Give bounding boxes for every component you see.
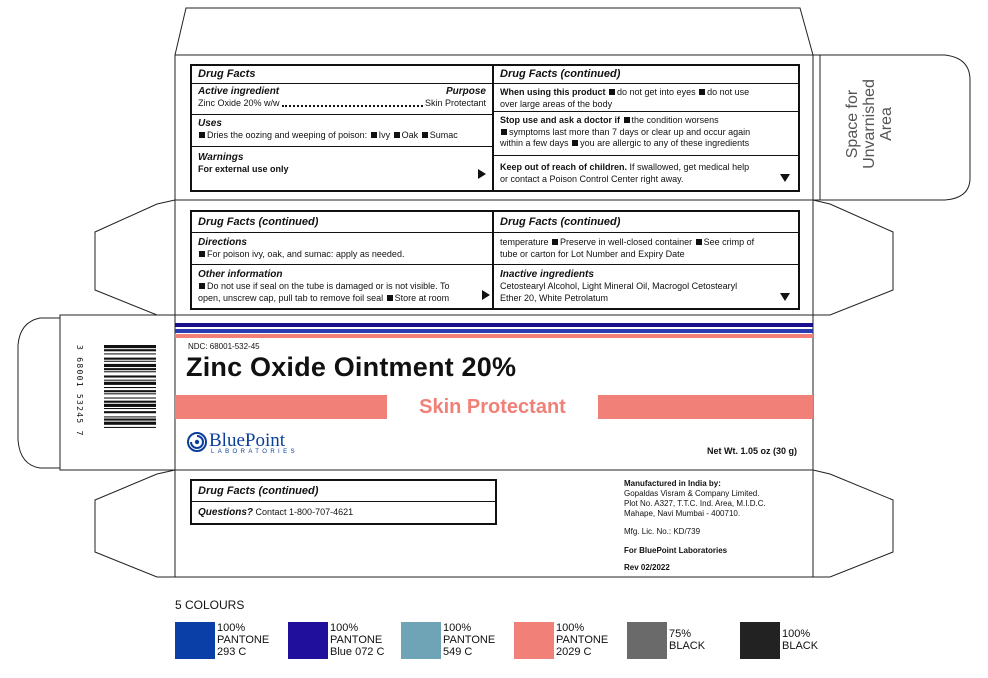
colours-heading: 5 COLOURS xyxy=(175,598,245,612)
other-info-text-2: open, unscrew cap, pull tab to remove foil seal xyxy=(198,292,384,303)
colour-swatch-1 xyxy=(288,622,328,659)
other-info-section xyxy=(192,267,492,306)
product-name: Zinc Oxide Ointment 20% xyxy=(186,352,517,382)
colour-label-1-line3: Blue 072 C xyxy=(330,646,385,658)
purpose-value: Skin Protectant xyxy=(424,98,486,108)
colour-label-0-line2: PANTONE xyxy=(217,634,270,646)
use-item-oak: Oak xyxy=(401,130,419,140)
warnings-label: Warnings xyxy=(198,152,244,163)
brand-name: BluePoint xyxy=(209,430,286,451)
barcode-digits: 3 68001 53245 7 xyxy=(75,345,84,437)
when-using-section xyxy=(494,85,798,112)
barcode-bar xyxy=(104,382,156,385)
keep-out-section xyxy=(494,160,798,187)
colour-label-0 xyxy=(217,622,269,658)
drug-facts-box-top xyxy=(190,64,800,192)
inactive-ingredients-text-1: Cetostearyl Alcohol, Light Mineral Oil, Macrogol Cetostearyl xyxy=(500,281,738,291)
mfg-label: Manufactured in India by: xyxy=(624,479,721,488)
barcode-bar xyxy=(104,404,156,407)
storage-text-4: tube or carton for Lot Number and Expiry Date xyxy=(500,248,685,259)
colour-label-0-line1: 100% xyxy=(217,622,246,634)
unvarnished-line-2: Unvarnished xyxy=(861,79,878,169)
colour-label-5-line1: 100% xyxy=(782,628,811,640)
barcode xyxy=(104,345,156,445)
colour-label-4 xyxy=(669,628,705,652)
barcode-bar xyxy=(104,368,156,370)
colour-label-2-line1: 100% xyxy=(443,622,472,634)
active-ingredient-label: Active ingredient xyxy=(198,86,280,97)
continue-down-arrow-icon-2 xyxy=(780,293,790,301)
inactive-ingredients-text-2: Ether 20, White Petrolatum xyxy=(500,292,609,303)
active-ingredient-value: Zinc Oxide 20% w/w xyxy=(198,98,280,108)
stop-use-text-2: symptoms last more than 7 days or clear up and occur again xyxy=(509,126,751,137)
warnings-text: For external use only xyxy=(198,164,289,174)
other-info-label: Other information xyxy=(198,269,283,280)
mfg-line-1: Gopaldas Visram & Company Limited. xyxy=(624,489,760,498)
colour-label-1-line2: PANTONE xyxy=(330,634,383,646)
net-weight: Net Wt. 1.05 oz (30 g) xyxy=(707,446,798,456)
barcode-bar xyxy=(104,375,156,377)
colour-label-1 xyxy=(330,622,384,658)
stop-use-text-3: within a few days xyxy=(500,138,569,148)
drug-facts-continued-title: Drug Facts (continued) xyxy=(500,68,621,80)
uses-section xyxy=(192,116,492,144)
barcode-bar xyxy=(104,398,156,399)
barcode-bar xyxy=(104,345,156,348)
other-info-text-1: Do not use if seal on the tube is damaged or is not visible. To xyxy=(207,281,450,291)
questions-section xyxy=(192,505,495,521)
barcode-bar xyxy=(104,411,156,413)
storage-text-3: See crimp of xyxy=(703,237,755,247)
colour-swatch-4 xyxy=(627,622,667,659)
barcode-bar xyxy=(104,364,156,367)
mfg-license: Mfg. Lic. No.: KD/739 xyxy=(624,527,701,536)
uses-text: Dries the oozing and weeping of poison: xyxy=(207,130,368,140)
unvarnished-line-1: Space for xyxy=(844,89,861,159)
continue-arrow-icon-2 xyxy=(482,290,490,300)
salmon-stripe xyxy=(175,334,813,338)
keep-out-label: Keep out of reach of children. xyxy=(500,162,628,172)
ndc-code: NDC: 68001-532-45 xyxy=(188,342,260,351)
drug-facts-title: Drug Facts xyxy=(198,68,256,80)
drug-facts-box-bottom xyxy=(190,479,497,525)
storage-text-2: Preserve in well-closed container xyxy=(560,237,693,247)
continue-arrow-icon xyxy=(478,169,486,179)
stop-use-section xyxy=(494,113,798,152)
barcode-bar xyxy=(104,361,156,362)
barcode-bar xyxy=(104,353,156,354)
when-using-label: When using this product xyxy=(500,87,606,97)
barcode-bar xyxy=(104,349,156,351)
active-ingredient-section xyxy=(192,84,492,112)
colour-swatch-5 xyxy=(740,622,780,659)
colour-label-4-line2: BLACK xyxy=(669,640,706,652)
other-info-text-3: Store at room xyxy=(394,292,450,303)
colour-swatch-3 xyxy=(514,622,554,659)
keep-out-text-1: If swallowed, get medical help xyxy=(629,162,750,172)
uses-label: Uses xyxy=(198,118,222,129)
storage-section xyxy=(494,235,798,262)
for-bluepoint: For BluePoint Laboratories xyxy=(624,546,728,555)
barcode-bars xyxy=(104,345,156,445)
colour-label-0-line3: 293 C xyxy=(217,646,247,658)
colour-label-2-line2: PANTONE xyxy=(443,634,496,646)
colour-swatch-2 xyxy=(401,622,441,659)
barcode-bar xyxy=(104,416,156,417)
when-using-text-3: over large areas of the body xyxy=(500,98,613,109)
barcode-digits-box xyxy=(75,345,100,445)
drug-facts-continued-title-5: Drug Facts (continued) xyxy=(198,485,319,497)
mfg-line-3: Mahape, Navi Mumbai - 400710. xyxy=(624,509,741,518)
stop-use-text-4: you are allergic to any of these ingredients xyxy=(580,138,750,148)
barcode-bar xyxy=(104,401,156,403)
unvarnished-line-3: Area xyxy=(878,107,895,141)
colour-label-3-line2: PANTONE xyxy=(556,634,609,646)
barcode-bar xyxy=(104,390,156,392)
blue-stripe xyxy=(175,329,813,333)
colour-label-3-line3: 2029 C xyxy=(556,646,592,658)
brand-subtitle: LABORATORIES xyxy=(211,449,298,455)
colour-label-3 xyxy=(556,622,608,658)
drug-facts-continued-title-4: Drug Facts (continued) xyxy=(500,216,621,228)
when-using-text-2: do not use xyxy=(707,87,750,97)
manufacturer-info xyxy=(624,479,766,573)
continue-down-arrow-icon xyxy=(780,174,790,182)
barcode-bar xyxy=(104,422,156,425)
use-item-ivy: Ivy xyxy=(378,130,391,140)
colour-swatch-0 xyxy=(175,622,215,659)
drug-facts-continued-title-3: Drug Facts (continued) xyxy=(198,216,319,228)
barcode-bar xyxy=(104,419,156,421)
questions-text: Contact 1-800-707-4621 xyxy=(255,507,354,517)
drug-facts-box-middle xyxy=(190,210,800,310)
bluepoint-swirl-icon xyxy=(187,432,207,452)
navy-stripe xyxy=(175,323,813,327)
stop-use-label: Stop use and ask a doctor if xyxy=(500,115,621,125)
storage-text-1: temperature xyxy=(500,237,549,247)
barcode-bar xyxy=(104,408,156,409)
inactive-ingredients-section xyxy=(494,267,798,306)
mfg-line-2: Plot No. A327, T.T.C. Ind. Area, M.I.D.C. xyxy=(624,499,766,508)
directions-label: Directions xyxy=(198,237,247,248)
subtitle-band-left xyxy=(175,395,387,419)
when-using-text-1: do not get into eyes xyxy=(617,87,696,97)
colour-label-5-line2: BLACK xyxy=(782,640,819,652)
colour-label-5 xyxy=(782,628,818,652)
brand-logo xyxy=(187,430,317,458)
directions-section xyxy=(192,235,492,263)
colour-label-2-line3: 549 C xyxy=(443,646,473,658)
stop-use-text-1: the condition worsens xyxy=(631,115,719,125)
barcode-bar xyxy=(104,387,156,388)
barcode-bar xyxy=(104,393,156,394)
product-subtitle: Skin Protectant xyxy=(419,396,566,418)
use-item-sumac: Sumac xyxy=(429,130,458,140)
directions-text: For poison ivy, oak, and sumac: apply as needed. xyxy=(207,249,405,259)
barcode-bar xyxy=(104,427,156,428)
keep-out-text-2: or contact a Poison Control Center right away. xyxy=(500,173,684,184)
colour-label-2 xyxy=(443,622,495,658)
purpose-label: Purpose xyxy=(445,86,486,97)
colour-label-3-line1: 100% xyxy=(556,622,585,634)
warnings-section xyxy=(192,150,492,178)
subtitle-band-right xyxy=(598,395,813,419)
barcode-bar xyxy=(104,371,156,372)
questions-label: Questions? xyxy=(198,507,254,518)
colour-label-4-line1: 75% xyxy=(669,628,692,640)
barcode-bar xyxy=(104,380,156,381)
colour-label-1-line1: 100% xyxy=(330,622,359,634)
barcode-bar xyxy=(104,358,156,360)
inactive-ingredients-label: Inactive ingredients xyxy=(500,269,594,280)
revision: Rev 02/2022 xyxy=(624,563,670,572)
